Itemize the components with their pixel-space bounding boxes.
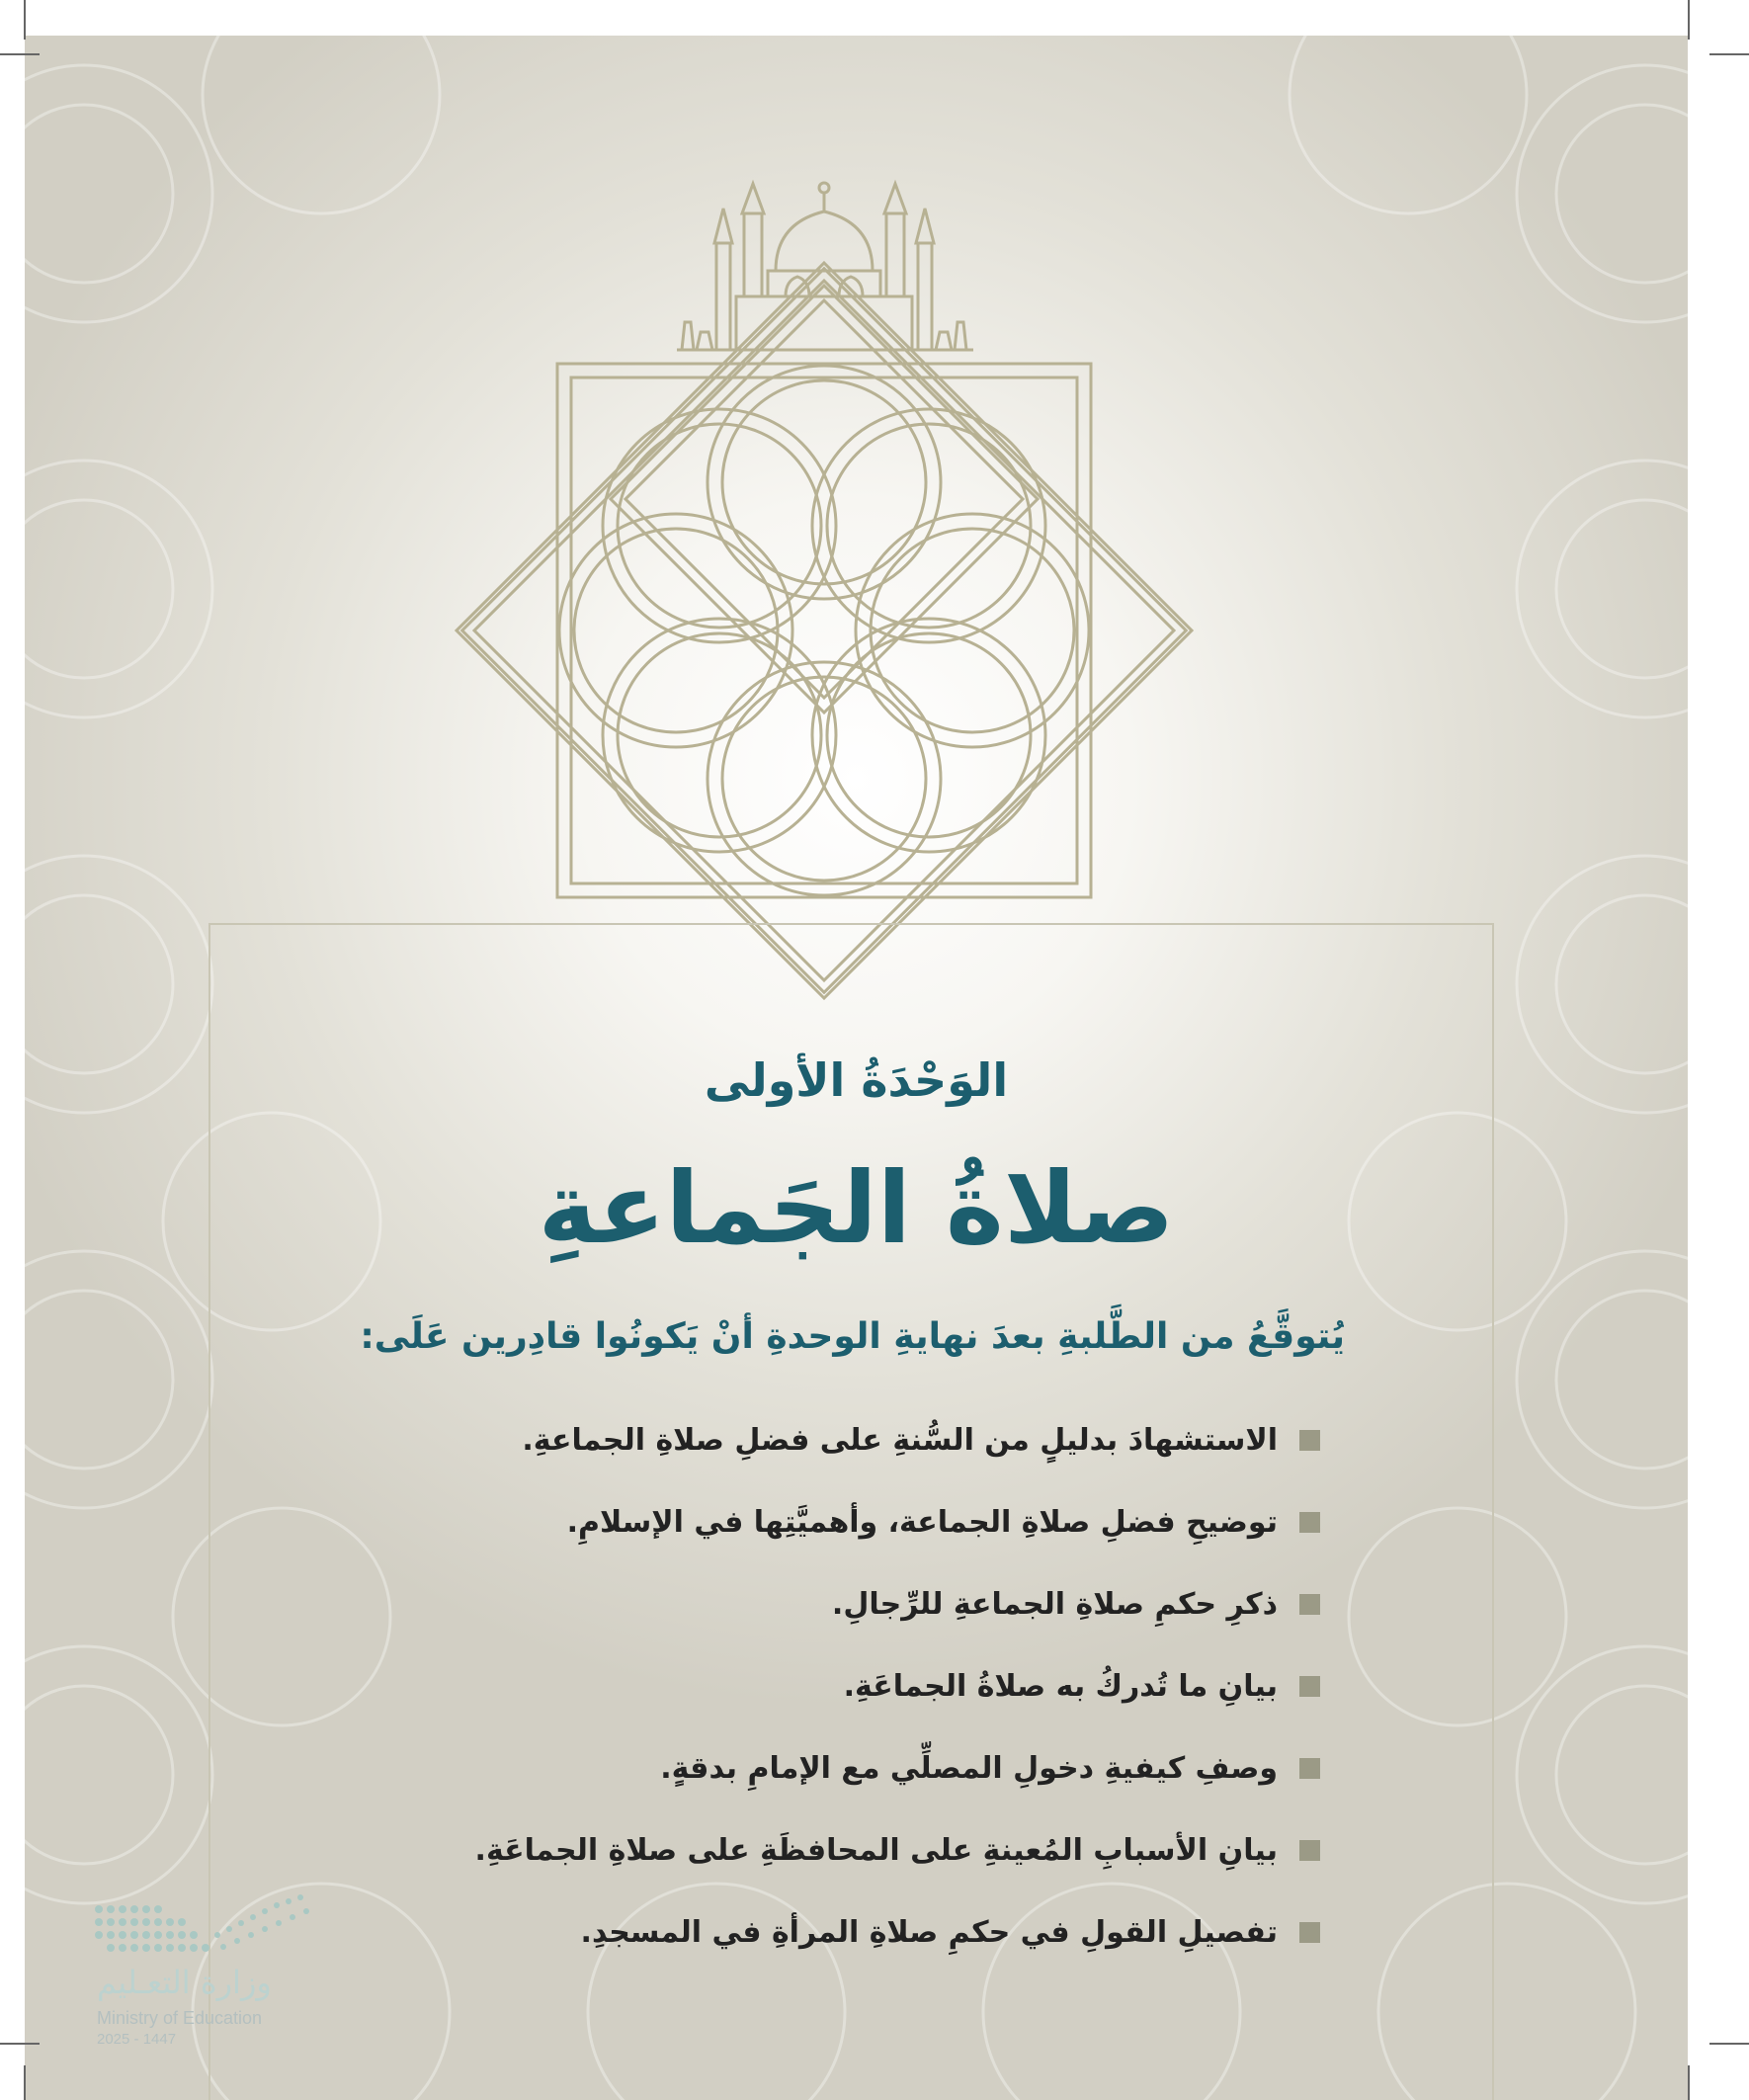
unit-emblem xyxy=(25,36,1688,1024)
objectives-list xyxy=(332,1399,1320,1974)
list-item xyxy=(332,1891,1320,1974)
square-bullet-icon xyxy=(1299,1594,1320,1615)
objective-text: بيانِ ما تُدركُ به صلاةُ الجماعَةِ. xyxy=(843,1669,1278,1704)
ministry-logo-dots-icon xyxy=(93,1890,320,1959)
objective-text: الاستشهادَ بدليلٍ من السُّنةِ على فضلِ صلاةِ الجماعةِ. xyxy=(522,1423,1278,1458)
mosque-skyline-icon xyxy=(677,183,973,350)
crop-mark xyxy=(0,53,40,55)
ministry-year: 2025 - 1447 xyxy=(97,2031,177,2048)
crop-mark xyxy=(24,2065,26,2100)
square-bullet-icon xyxy=(1299,1430,1320,1451)
square-bullet-icon xyxy=(1299,1758,1320,1779)
list-item xyxy=(332,1645,1320,1727)
crop-mark xyxy=(1688,0,1690,40)
unit-title: صلاةُ الجَماعةِ xyxy=(538,1150,1175,1266)
ministry-name-ar: وزارة التعـليم xyxy=(97,1964,272,2001)
objective-text: وصفِ كيفيةِ دخولِ المصلِّي مع الإمامِ بدقةٍ. xyxy=(660,1751,1278,1786)
page xyxy=(25,36,1688,2100)
intro-text: يُتوقَّعُ من الطَّلبةِ بعدَ نهايةِ الوحدةِ أنْ يَكونُوا قادِرين عَلَى: xyxy=(360,1316,1345,1357)
objective-text: بيانِ الأسبابِ المُعينةِ على المحافظَةِ على صلاةِ الجماعَةِ. xyxy=(474,1833,1278,1868)
list-item xyxy=(332,1399,1320,1481)
square-bullet-icon xyxy=(1299,1840,1320,1861)
crop-mark xyxy=(1709,53,1749,55)
square-bullet-icon xyxy=(1299,1922,1320,1943)
objective-text: تفصيلِ القولِ في حكمِ صلاةِ المرأةِ في المسجدِ. xyxy=(580,1915,1278,1950)
crop-mark xyxy=(0,2043,40,2045)
crop-mark xyxy=(24,0,26,40)
list-item xyxy=(332,1809,1320,1891)
square-bullet-icon xyxy=(1299,1512,1320,1533)
geometric-star-ornament-icon xyxy=(457,263,1192,998)
objective-text: ذكرِ حكمِ صلاةِ الجماعةِ للرِّجالِ. xyxy=(831,1587,1278,1622)
unit-label: الوَحْدَةُ الأولى xyxy=(704,1053,1009,1107)
objective-text: توضيحِ فضلِ صلاةِ الجماعة، وأهميَّتِها في الإسلامِ. xyxy=(566,1505,1278,1540)
square-bullet-icon xyxy=(1299,1676,1320,1697)
ministry-name-en: Ministry of Education xyxy=(97,2008,263,2028)
list-item xyxy=(332,1563,1320,1645)
crop-mark xyxy=(1688,2065,1690,2100)
list-item xyxy=(332,1481,1320,1563)
list-item xyxy=(332,1727,1320,1809)
crop-mark xyxy=(1709,2043,1749,2045)
ministry-logo xyxy=(93,1890,350,2072)
